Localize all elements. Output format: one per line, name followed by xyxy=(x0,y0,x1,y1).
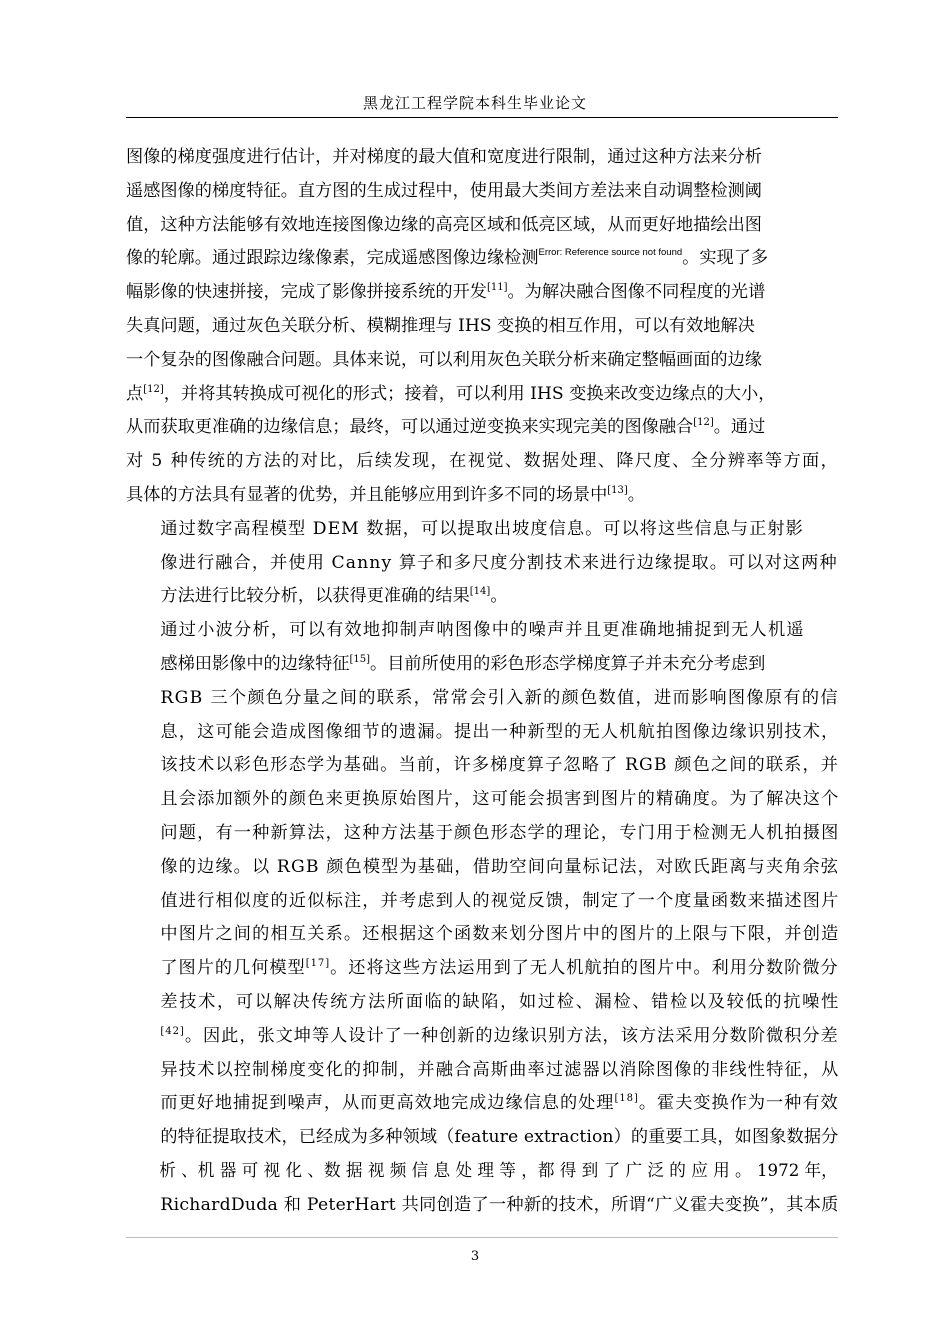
text-line xyxy=(126,885,838,919)
text-run: 通过小波分析，可以有效地抑制声呐图像中的噪声并且更准确地捕捉到无人机遥 xyxy=(160,620,805,641)
text-run: 通过数字高程模型 DEM 数据，可以提取出坡度信息。可以将这些信息与正射影 xyxy=(160,518,804,539)
text-run: 像的边缘。以 RGB 颜色模型为基础，借助空间向量标记法，对欧氏距离与夹角余弦 xyxy=(160,856,840,877)
text-line xyxy=(126,479,838,513)
text-line xyxy=(126,1054,838,1088)
citation-ref: [15] xyxy=(349,653,370,665)
citation-ref: [12] xyxy=(143,383,164,395)
body-text xyxy=(126,141,838,1223)
text-run: 失真问题，通过灰色关联分析、模糊推理与 IHS 变换的相互作用，可以有效地解决 xyxy=(126,315,755,336)
text-line xyxy=(126,682,838,716)
text-line xyxy=(126,411,838,445)
text-line xyxy=(126,614,838,648)
text-line xyxy=(126,648,838,682)
page-number: 3 xyxy=(470,1249,480,1264)
text-run: 。目前所使用的彩色形态学梯度算子并未充分考虑到 xyxy=(370,653,766,674)
text-run: 值进行相似度的近似标注，并考虑到人的视觉反馈，制定了一个度量函数来描述图片 xyxy=(160,890,840,911)
citation-ref: [17] xyxy=(305,958,331,970)
text-line xyxy=(126,513,838,547)
text-run: 一个复杂的图像融合问题。具体来说，可以利用灰色关联分析来确定整幅画面的边缘 xyxy=(126,349,762,370)
text-line xyxy=(126,547,838,581)
text-run: 从而获取更准确的边缘信息；最终，可以通过逆变换来实现完美的图像融合 xyxy=(126,417,694,438)
text-run: 遥感图像的梯度特征。直方图的生成过程中，使用最大类间方差法来自动调整检测阈 xyxy=(126,180,762,201)
citation-ref: [11] xyxy=(486,282,508,294)
text-line xyxy=(126,952,838,986)
text-line xyxy=(126,276,838,310)
text-run: 问题，有一种新算法，这种方法基于颜色形态学的理论，专门用于检测无人机拍摄图 xyxy=(160,822,840,843)
citation-ref: [18] xyxy=(614,1093,639,1105)
text-run: 。通过 xyxy=(713,417,766,438)
text-run: 。为解决融合图像不同程度的光谱 xyxy=(507,282,766,303)
text-line xyxy=(126,1155,838,1189)
text-run: 感梯田影像中的边缘特征 xyxy=(160,653,350,674)
running-header-title: 黑龙江工程学院本科生毕业论文 xyxy=(362,94,587,112)
text-line xyxy=(126,344,838,378)
text-line xyxy=(126,1087,838,1121)
text-line xyxy=(126,749,838,783)
text-run: RichardDuda 和 PeterHart 共同创造了一种新的技术，所谓“广义霍夫变换”，其本质 xyxy=(160,1194,839,1215)
text-run: 像进行融合，并使用 Canny 算子和多尺度分割技术来进行边缘提取。可以对这两种 xyxy=(160,552,838,573)
text-run: 析 、机 器 可 视 化 、数 据 视 频 信 息 处 理 等 ，都 得 到 了 广 泛 的 应 用 。 1972 年， xyxy=(159,1160,838,1181)
text-line xyxy=(126,986,838,1020)
text-run: 方法进行比较分析，以获得更准确的结果 xyxy=(160,586,470,607)
text-line xyxy=(126,141,838,175)
text-run: 值，这种方法能够有效地连接图像边缘的高亮区域和低亮区域，从而更好地描绘出图 xyxy=(126,214,762,235)
text-run: 。 xyxy=(627,484,645,505)
text-line xyxy=(126,1189,838,1223)
text-run: 该技术以彩色形态学为基础。当前，许多梯度算子忽略了 RGB 颜色之间的联系，并 xyxy=(160,755,840,776)
text-run: 而更好地捕捉到噪声，从而更高效地完成边缘信息的处理 xyxy=(160,1093,615,1114)
text-run: 。因此，张文坤等人设计了一种创新的边缘识别方法，该方法采用分数阶微积分差 xyxy=(184,1025,839,1046)
citation-ref: [12] xyxy=(693,417,714,429)
text-run: 。实现了多 xyxy=(682,248,769,269)
text-line xyxy=(126,918,838,952)
text-run: 的特征提取技术，已经成为多种领域（feature extraction）的重要工具，如图象数据分 xyxy=(160,1127,839,1148)
footer-divider xyxy=(126,1237,838,1238)
text-run: 。霍夫变换作为一种有效 xyxy=(638,1093,839,1114)
text-run: 差技术，可以解决传统方法所面临的缺陷，如过检、漏检、错检以及较低的抗噪性 xyxy=(160,991,840,1012)
text-run: 。 xyxy=(490,586,508,607)
citation-ref: [13] xyxy=(607,484,628,496)
text-line xyxy=(126,783,838,817)
text-line xyxy=(126,851,838,885)
text-run: 了图片的几何模型 xyxy=(160,958,306,979)
text-line xyxy=(126,310,838,344)
text-run: 图像的梯度强度进行估计，并对梯度的最大值和宽度进行限制，通过这种方法来分析 xyxy=(126,147,762,167)
text-line xyxy=(126,242,838,276)
paragraph xyxy=(126,513,838,614)
text-line xyxy=(126,1020,838,1054)
text-line xyxy=(126,175,838,209)
text-line xyxy=(126,716,838,750)
text-run: 中图片之间的相互关系。还根据这个函数来划分图片中的图片的上限与下限，并创造 xyxy=(160,924,840,945)
text-run: 像的轮廓。通过跟踪边缘像素，完成遥感图像边缘检测 xyxy=(126,248,539,269)
text-run: RGB 三个颜色分量之间的联系，常常会引入新的颜色数值，进而影响图像原有的信 xyxy=(160,687,839,708)
text-run: 且会添加额外的颜色来更换原始图片，这可能会损害到图片的精确度。为了解决这个 xyxy=(160,789,840,810)
citation-ref: [14] xyxy=(469,586,491,598)
text-run: 具体的方法具有显著的优势，并且能够应用到许多不同的场景中 xyxy=(126,484,608,505)
text-run: ，并将其转换成可视化的形式；接着，可以利用 IHS 变换来改变边缘点的大小， xyxy=(163,383,776,404)
text-line xyxy=(126,209,838,243)
text-line xyxy=(126,817,838,851)
text-run: 幅影像的快速拼接，完成了影像拼接系统的开发 xyxy=(126,282,487,303)
paragraph xyxy=(126,141,838,513)
text-line xyxy=(126,378,838,412)
citation-ref: [42] xyxy=(160,1025,185,1037)
header-divider xyxy=(126,117,838,118)
text-run: 异技术以控制梯度变化的抑制，并融合高斯曲率过滤器以消除图像的非线性特征，从 xyxy=(160,1059,840,1080)
paragraph xyxy=(126,614,838,1222)
reference-error-note: Error: Reference source not found xyxy=(538,247,683,259)
text-line xyxy=(126,445,838,479)
text-run: 点 xyxy=(126,383,144,404)
text-run: 对 5 种传统的方法的对比，后续发现，在视觉、数据处理、降尺度、全分辨率等方面， xyxy=(126,451,840,472)
text-line xyxy=(126,1121,838,1155)
text-line xyxy=(126,580,838,614)
text-run: 。还将这些方法运用到了无人机航拍的图片中。利用分数阶微分 xyxy=(330,958,839,979)
text-run: 息，这可能会造成图像细节的遗漏。提出一种新型的无人机航拍图像边缘识别技术， xyxy=(160,721,840,742)
